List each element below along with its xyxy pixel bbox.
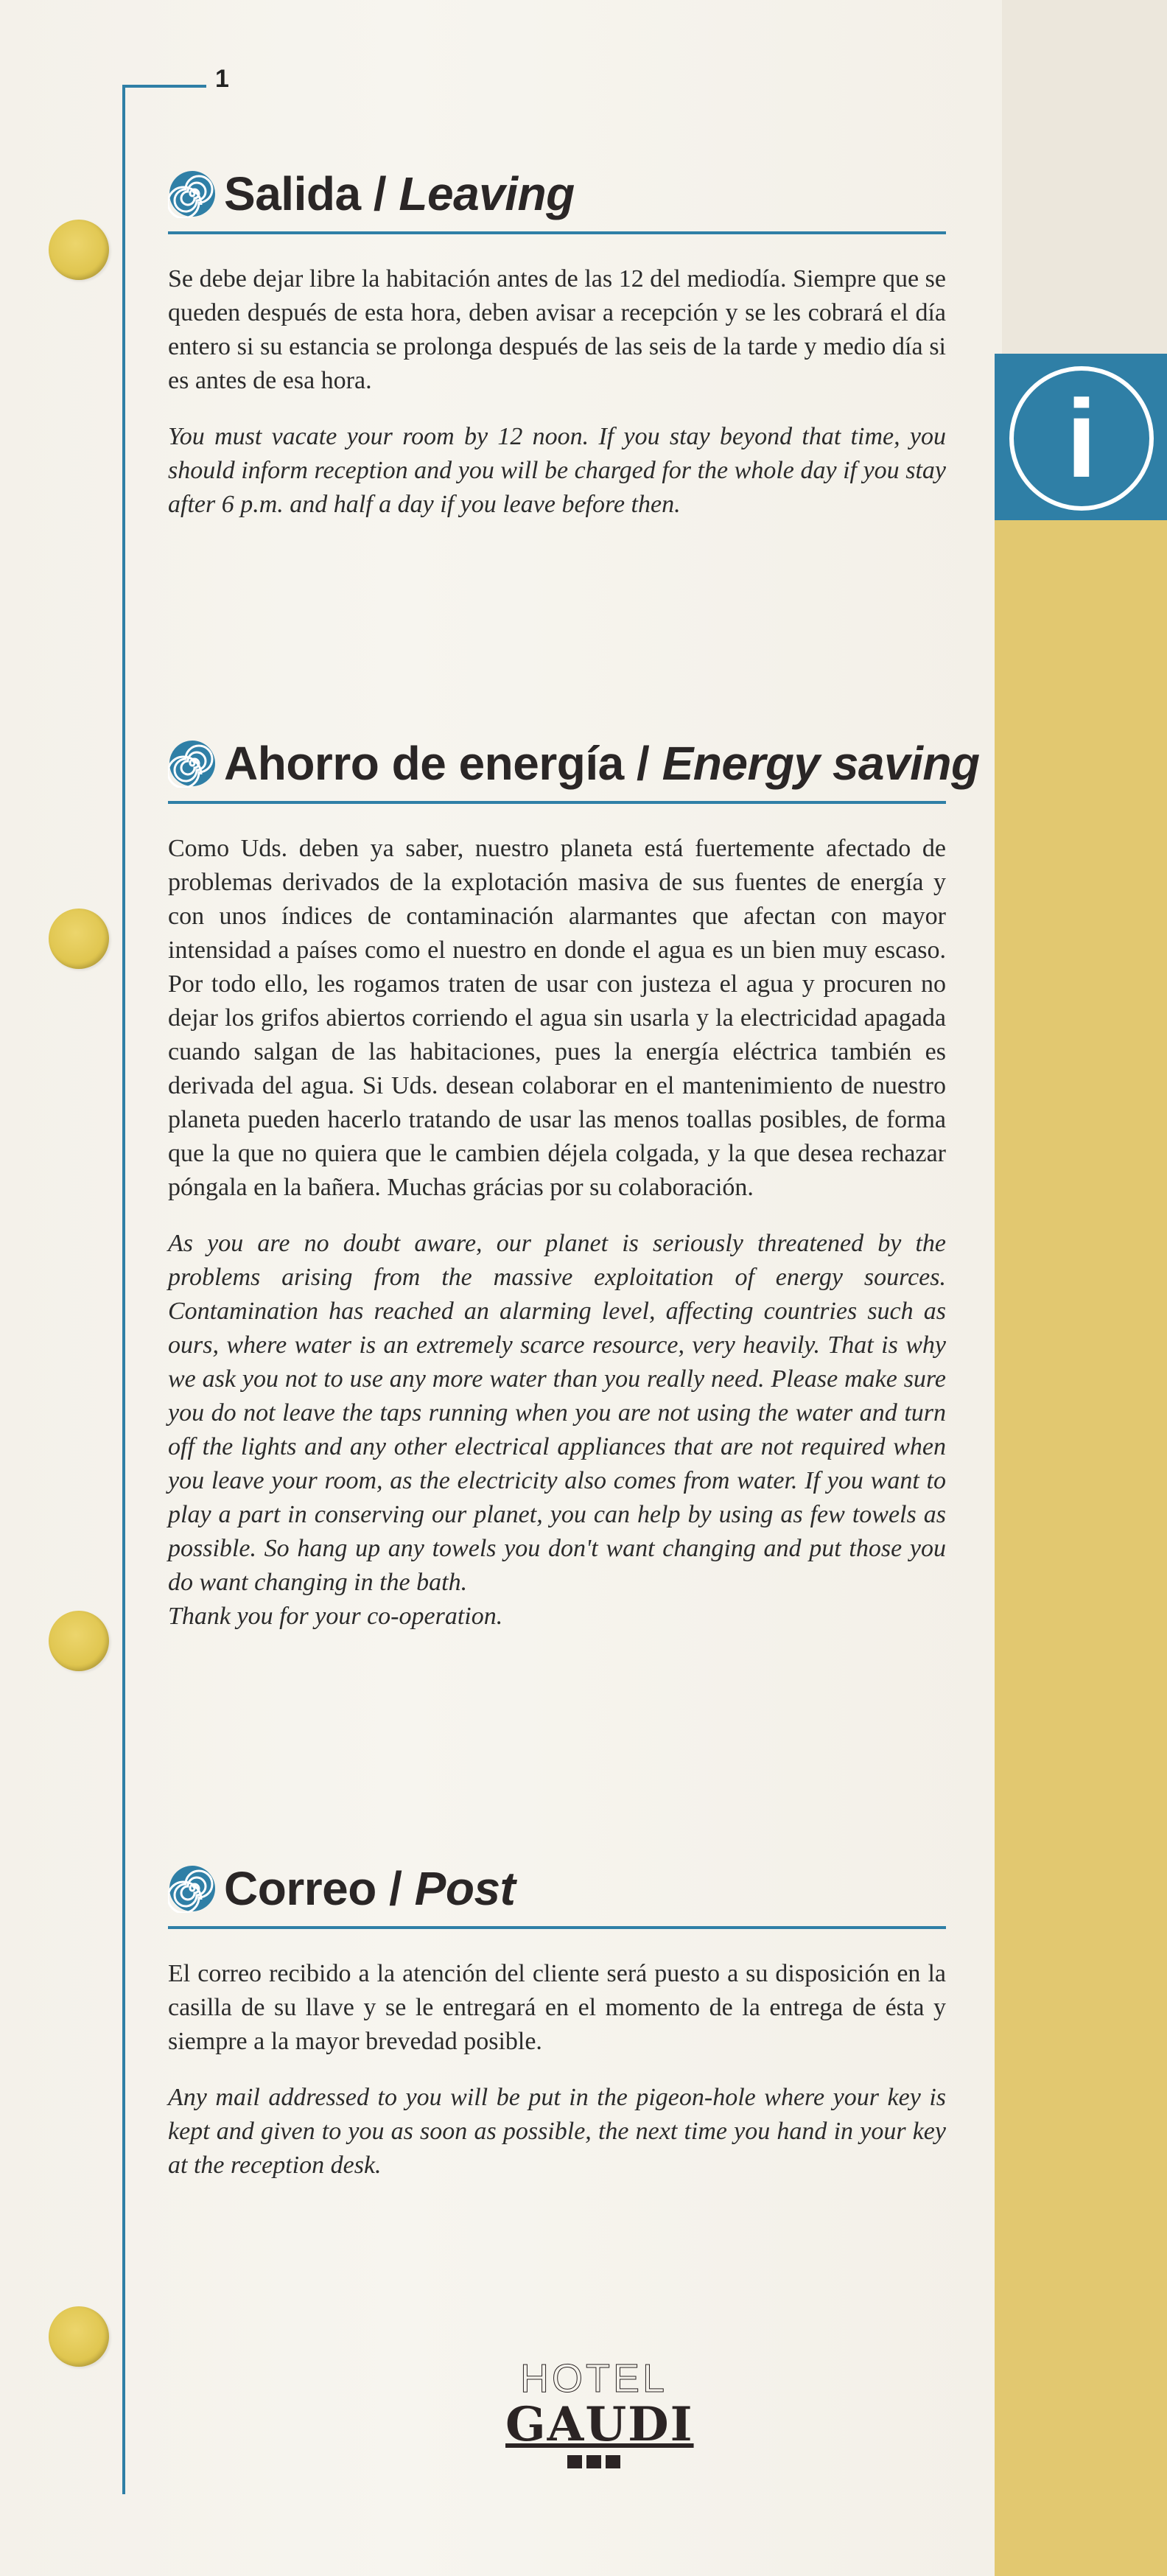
text-spanish: Se debe dejar libre la habitación antes de las 12 del mediodía. Siempre que se queden después de esta hora, deben avisar a recepción y se les cobrará el día entero si su estancia se prolonga después de las seis de la tarde y medio día si es antes de esa hora. [168,265,946,394]
top-rule [122,85,206,88]
spiral-icon [168,169,217,218]
section-title: Ahorro de energía / Energy saving [224,737,980,790]
section-post [168,1857,946,2183]
section-leaving [168,162,946,522]
page-number: 1 [215,65,229,93]
binder-hole [49,2306,109,2367]
section-heading [168,162,946,234]
section-heading [168,1857,946,1929]
logo-line-hotel: HOTEL [519,2356,668,2401]
spiral-icon [168,739,217,788]
binder-hole [49,220,109,280]
text-english: You must vacate your room by 12 noon. If you stay beyond that time, you should inform reception and you will be charged for the whole day if you stay after 6 p.m. and half a day if you leave before then. [168,423,946,518]
text-spanish: El correo recibido a la atención del cliente será puesto a su disposición en la casilla de su llave y se le entregará en el momento de la entrega de ésta y siempre a la mayor brevedad posible. [168,1960,946,2055]
spiral-icon [168,1864,217,1913]
side-tab-strip [995,354,1167,2576]
section-energy-saving [168,732,980,1634]
margin-rule [122,85,125,2494]
binder-hole [49,1611,109,1671]
section-heading [168,732,980,804]
text-english: As you are no doubt aware, our planet is seriously threatened by the problems arising from the massive exploitation of energy sources. Contamination has reached an alarming level, affecting countries such as ours, where water is an extremely scarce resource, very heavily. That is why we ask you not to use any more water than you really need. Please make sure you do not leave the taps running when you are not using the water and turn off the lights and any other electrical appliances that are not required when you leave your room, as the electricity also comes from water. If you want to play a part in conserving our planet, you can help by using as few towels as possible. So hang up any towels you don't want changing and put those you do want changing in the bath. [168,1230,946,1596]
binder-hole [49,909,109,969]
text-english-thanks: Thank you for your co-operation. [168,1603,503,1630]
section-title: Correo / Post [224,1862,516,1915]
logo-stars [505,2455,682,2468]
section-title: Salida / Leaving [224,167,575,220]
logo-line-gaudi: GAUDI [505,2397,694,2452]
info-icon: i [1009,366,1154,511]
text-english: Any mail addressed to you will be put in the pigeon-hole where your key is kept and given to you as soon as possible, the next time you hand in your key at the reception desk. [168,2084,946,2179]
text-spanish: Como Uds. deben ya saber, nuestro planeta está fuertemente afectado de problemas derivados de la explotación masiva de sus fuentes de energía y con unos índices de contaminación alarmantes que afectan con mayor intensidad a países como el nuestro en donde el agua es un bien muy escaso. Por todo ello, les rogamos traten de usar con justeza el agua y procuren no dejar los grifos abiertos corriendo el agua sin usarla y la electricidad apagada cuando salgan de las habitaciones, pues la energía eléctrica también es derivada del agua. Si Uds. desean colaborar en el mantenimiento de nuestro planeta pueden hacerlo tratando de usar las menos toallas posibles, de forma que la que no quiera que le cambien déjela colgada, y la que desea rechazar póngala en la bañera. Muchas grácias por su colaboración. [168,835,946,1201]
hotel-logo [505,2356,694,2468]
